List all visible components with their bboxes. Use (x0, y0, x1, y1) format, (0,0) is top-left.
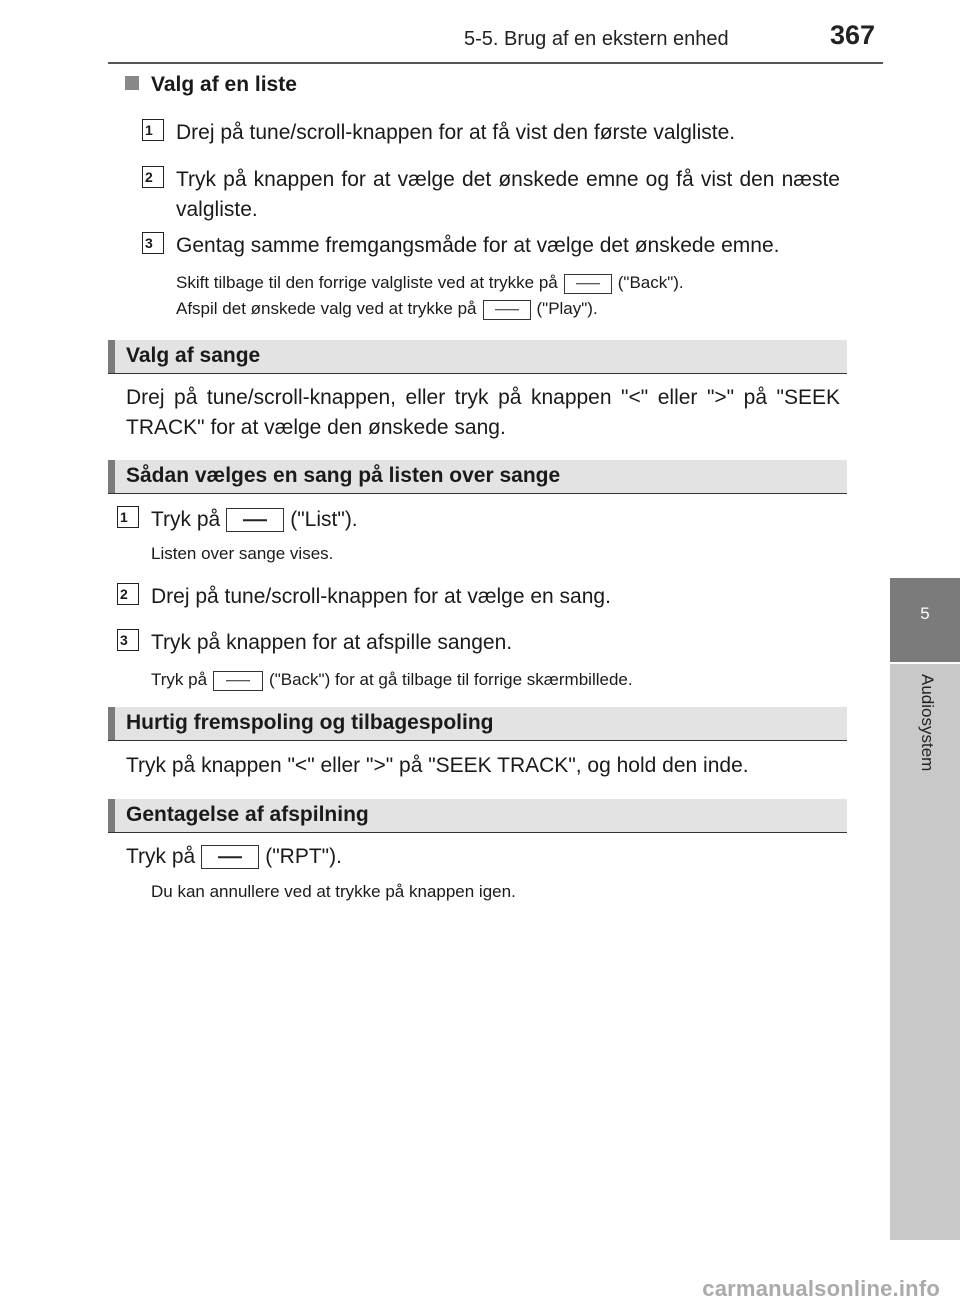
song-step-3: Tryk på knappen for at afspille sangen. (151, 631, 513, 654)
songs-heading: Valg af sange (126, 344, 261, 367)
song-step-2: Drej på tune/scroll-knappen for at vælge en sang. (151, 585, 611, 608)
ffrew-heading: Hurtig fremspoling og tilbagespoling (126, 711, 494, 734)
step-3-badge: 3 (142, 232, 164, 254)
back-button-icon (213, 671, 263, 691)
rpt-button-icon (201, 845, 259, 869)
repeat-body: Tryk på ("RPT"). (126, 845, 342, 868)
chapter-label: Audiosystem (918, 674, 937, 772)
list-note-play: Afspil det ønskede valg ved at trykke på ("Play"). (176, 299, 598, 318)
list-step-3: Gentag samme fremgangsmåde for at vælge det ønskede emne. (176, 234, 780, 257)
repeat-heading-bar (108, 799, 847, 833)
step-2-badge: 2 (142, 166, 164, 188)
song-step-3-badge: 3 (117, 629, 139, 651)
square-bullet-icon (125, 76, 139, 90)
page-number: 367 (830, 20, 876, 50)
list-step-2: Tryk på knappen for at vælge det ønskede emne og få vist den næste valgliste. (176, 168, 840, 221)
repeat-note: Du kan annullere ved at trykke på knappen igen. (151, 882, 516, 901)
song-list-heading: Sådan vælges en sang på listen over sange (126, 464, 561, 487)
section-title: 5-5. Brug af en ekstern enhed (464, 28, 729, 50)
list-button-icon (226, 508, 284, 532)
back-button-icon (564, 274, 612, 294)
header-divider (108, 62, 883, 64)
watermark: carmanualsonline.info (702, 1276, 940, 1301)
ffrew-body: Tryk på knappen "<" eller ">" på "SEEK TRACK", og hold den inde. (126, 754, 749, 777)
song-step-3-note: Tryk på ("Back") for at gå tilbage til forrige skærmbillede. (151, 670, 633, 689)
songs-body: Drej på tune/scroll-knappen, eller tryk på knappen "<" eller ">" på "SEEK TRACK" for at vælge den ønskede sang. (126, 386, 840, 439)
song-step-1-badge: 1 (117, 506, 139, 528)
ffrew-heading-bar (108, 707, 847, 741)
chapter-tab: 5 (890, 578, 960, 662)
chapter-label-tab (890, 664, 960, 1240)
song-step-2-badge: 2 (117, 583, 139, 605)
list-step-1: Drej på tune/scroll-knappen for at få vist den første valgliste. (176, 121, 736, 144)
repeat-heading: Gentagelse af afspilning (126, 803, 369, 826)
list-subheading: Valg af en liste (125, 73, 297, 97)
play-button-icon (483, 300, 531, 320)
list-note-back: Skift tilbage til den forrige valgliste ved at trykke på ("Back"). (176, 273, 684, 292)
step-1-badge: 1 (142, 119, 164, 141)
song-step-1-note: Listen over sange vises. (151, 544, 334, 563)
song-step-1: Tryk på ("List"). (151, 508, 358, 531)
songs-heading-bar (108, 340, 847, 374)
song-list-heading-bar (108, 460, 847, 494)
